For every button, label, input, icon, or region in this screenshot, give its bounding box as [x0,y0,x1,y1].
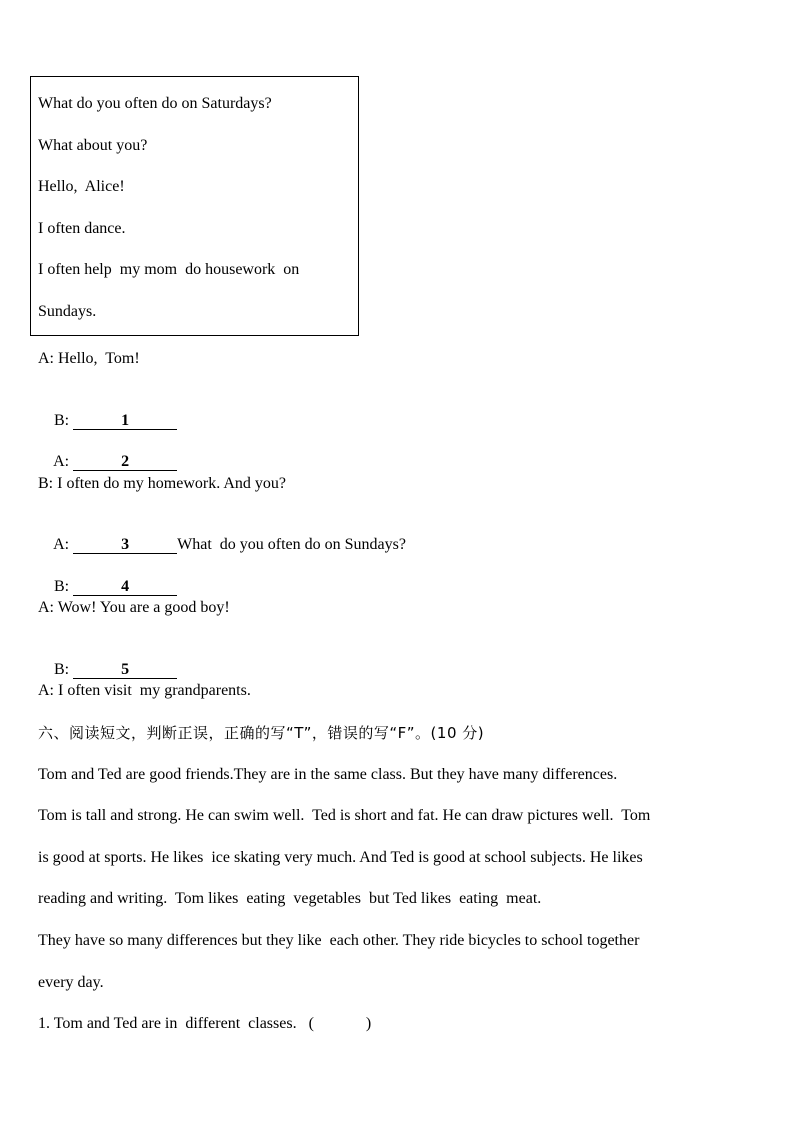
speaker-label: B: [54,578,74,595]
answer-blank-5[interactable]: 5 [73,662,177,679]
dialogue-line-9: A: I often visit my grandparents. [38,682,251,699]
box-line-3: Hello, Alice! [38,178,125,195]
speaker-label: B: [54,412,74,429]
answer-blank-2[interactable]: 2 [73,454,177,471]
speaker-label: B: [54,661,74,678]
speaker-label: A: [53,536,74,553]
dialogue-line-7: A: Wow! You are a good boy! [38,599,230,616]
passage-line-3: is good at sports. He likes ice skating very much. And Ted is good at school subjects. He likes [38,849,643,866]
box-line-4: I often dance. [38,220,126,237]
section-6-heading: 六、阅读短文，判断正误，正确的写“T”，错误的写“F”。(10 分) [38,724,485,742]
box-line-1: What do you often do on Saturdays? [38,95,272,112]
passage-line-1: Tom and Ted are good friends.They are in the same class. But they have many differences. [38,766,618,783]
question-1[interactable]: 1. Tom and Ted are in different classes. ( ) [38,1015,372,1032]
answer-blank-3[interactable]: 3 [73,537,177,554]
box-line-2: What about you? [38,137,148,154]
answer-blank-1[interactable]: 1 [73,413,177,430]
passage-line-5: They have so many differences but they like each other. They ride bicycles to school together [38,932,640,949]
passage-line-4: reading and writing. Tom likes eating vegetables but Ted likes eating meat. [38,890,542,907]
word-choice-box [30,76,359,336]
speaker-label: A: [53,453,74,470]
passage-line-6: every day. [38,974,104,991]
dialogue-line-5-text: What do you often do on Sundays? [177,536,406,553]
dialogue-line-4: B: I often do my homework. And you? [38,475,286,492]
answer-blank-4[interactable]: 4 [73,579,177,596]
box-line-6: Sundays. [38,303,97,320]
passage-line-2: Tom is tall and strong. He can swim well. Ted is short and fat. He can draw pictures well. Tom [38,807,651,824]
box-line-5: I often help my mom do housework on [38,261,300,278]
dialogue-line-1: A: Hello, Tom! [38,350,140,367]
